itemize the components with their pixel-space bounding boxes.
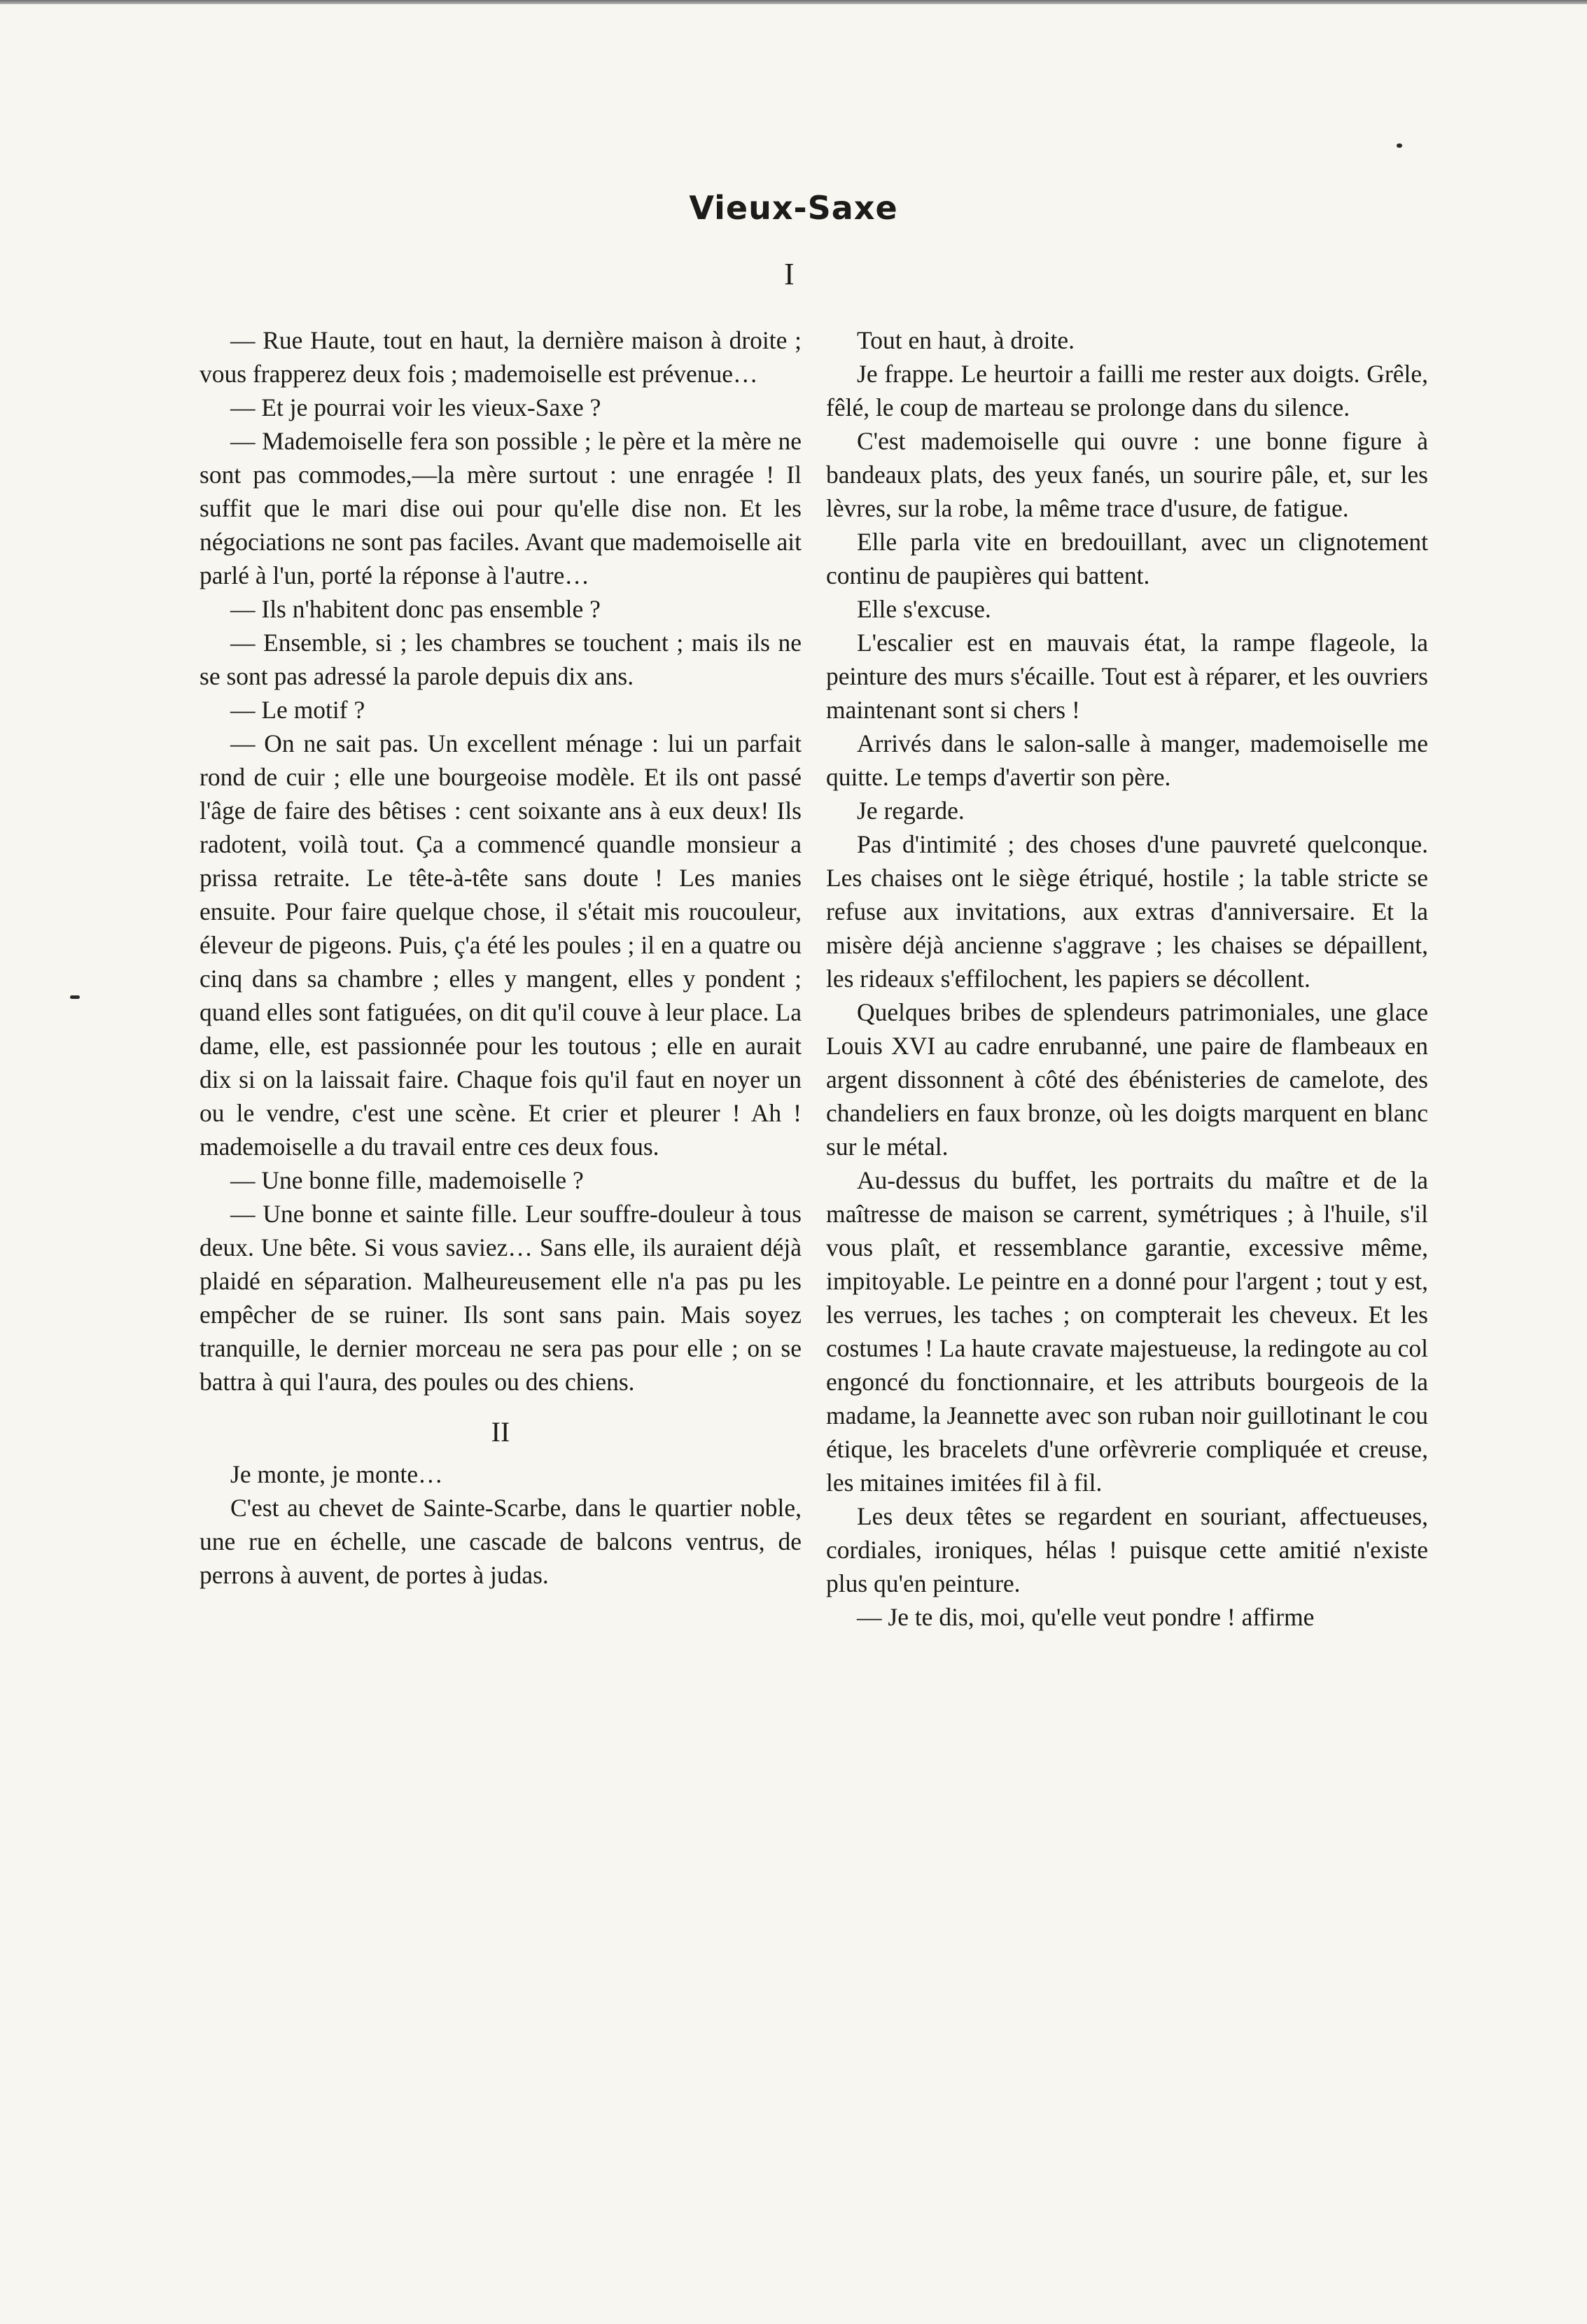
paragraph: Les deux têtes se regardent en souriant, affectueuses, cordiales, ironiques, hélas ! puisque cette amitié n'existe plus qu'en peinture.	[826, 1502, 1428, 1597]
paragraph: Elle s'excuse.	[857, 595, 991, 623]
paragraph: — Le motif ?	[230, 696, 365, 724]
print-speck	[70, 995, 80, 999]
paragraph: — Ils n'habitent donc pas ensemble ?	[230, 595, 601, 623]
paragraph: — Une bonne fille, mademoiselle ?	[230, 1166, 584, 1194]
page-title: Vieux-Saxe	[689, 189, 898, 227]
paragraph: C'est mademoiselle qui ouvre : une bonne figure à bandeaux plats, des yeux fanés, un sourire pâle, et, sur les lèvres, sur la robe, la même trace d'usure, de fatigue.	[826, 427, 1428, 522]
print-speck	[1397, 144, 1402, 148]
left-column	[200, 323, 802, 1592]
paragraph: Je frappe. Le heurtoir a failli me rester aux doigts. Grêle, fêlé, le coup de marteau se prolonge dans du silence.	[826, 360, 1428, 421]
section-number-one: I	[784, 257, 795, 291]
paragraph: Elle parla vite en bredouillant, avec un clignotement continu de paupières qui battent.	[826, 528, 1428, 589]
page-top-rule	[0, 0, 1587, 4]
paragraph: Quelques bribes de splendeurs patrimoniales, une glace Louis XVI au cadre enrubanné, une paire de flambeaux en argent dissonnent à côté des ébénisteries de camelote, des chandeliers en faux bronze, où les doigts marquent en blanc sur le métal.	[826, 998, 1428, 1161]
paragraph: Arrivés dans le salon-salle à manger, mademoiselle me quitte. Le temps d'avertir son père.	[826, 729, 1428, 791]
paragraph: — Je te dis, moi, qu'elle veut pondre ! affirme	[857, 1603, 1315, 1631]
paragraph: — Rue Haute, tout en haut, la dernière maison à droite ; vous frapperez deux fois ; mademoiselle est prévenue…	[200, 326, 802, 388]
paragraph: — On ne sait pas. Un excellent ménage : lui un parfait rond de cuir ; elle une bourgeoise modèle. Et ils ont passé l'âge de faire des bêtises : cent soixante ans à eux deux! Ils radotent, voilà tout. Ça a commencé quandle monsieur a prissa retraite. Le tête-à-tête sans doute ! Les manies ensuite. Pour faire quelque chose, il s'était mis roucouleur, éleveur de pigeons. Puis, ç'a été les poules ; il en a quatre ou cinq dans sa chambre ; elles y mangent, elles y pondent ; quand elles sont fatiguées, on dit qu'il couve à leur place. La dame, elle, est passionnée pour les toutous ; elle en aurait dix si on la laissait faire. Chaque fois qu'il faut en noyer un ou le vendre, c'est une scène. Et crier et pleurer ! Ah ! mademoiselle a du travail entre ces deux fous.	[200, 729, 802, 1161]
paragraph: — Une bonne et sainte fille. Leur souffre-douleur à tous deux. Une bête. Si vous saviez… Sans elle, ils auraient déjà plaidé en séparation. Malheureusement elle n'a pas pu les empêcher de se ruiner. Ils sont sans pain. Mais soyez tranquille, le dernier morceau ne sera pas pour elle ; on se battra à qui l'aura, des poules ou des chiens.	[200, 1200, 802, 1396]
paragraph: Je regarde.	[857, 797, 965, 825]
paragraph: — Et je pourrai voir les vieux-Saxe ?	[230, 393, 601, 421]
right-column	[826, 323, 1428, 1634]
paragraph: C'est au chevet de Sainte-Scarbe, dans le quartier noble, une rue en échelle, une cascade de balcons ventrus, de perrons à auvent, de portes à judas.	[200, 1494, 802, 1589]
paragraph: Pas d'intimité ; des choses d'une pauvreté quelconque. Les chaises ont le siège étriqué, hostile ; la table stricte se refuse aux invitations, aux extras d'anniversaire. Et la misère déjà ancienne s'aggrave ; les chaises se dépaillent, les rideaux s'effilochent, les papiers se décollent.	[826, 830, 1428, 993]
section-number-two: II	[491, 1416, 510, 1448]
paragraph: — Mademoiselle fera son possible ; le père et la mère ne sont pas commodes,—la mère surtout : une enragée ! Il suffit que le mari dise oui pour qu'elle dise non. Et les négociations ne sont pas faciles. Avant que mademoiselle ait parlé à l'un, porté la réponse à l'autre…	[200, 427, 802, 589]
paragraph: Tout en haut, à droite.	[857, 326, 1075, 354]
paragraph: Je monte, je monte…	[230, 1460, 443, 1488]
paragraph: Au-dessus du buffet, les portraits du maître et de la maîtresse de maison se carrent, symétriques ; à l'huile, s'il vous plaît, et ressemblance garantie, excessive même, impitoyable. Le peintre en a donné pour l'argent ; tout y est, les verrues, les taches ; on compterait les cheveux. Et les costumes ! La haute cravate majestueuse, la redingote au col engoncé du fonctionnaire, et les attributs bourgeois de la madame, la Jeannette avec son ruban noir guillotinant le cou étique, les bracelets d'une orfèvrerie compliquée et creuse, les mitaines imitées fil à fil.	[826, 1166, 1428, 1497]
paragraph: — Ensemble, si ; les chambres se touchent ; mais ils ne se sont pas adressé la parole depuis dix ans.	[200, 629, 802, 690]
paragraph: L'escalier est en mauvais état, la rampe flageole, la peinture des murs s'écaille. Tout est à réparer, et les ouvriers maintenant sont si chers !	[826, 629, 1428, 724]
